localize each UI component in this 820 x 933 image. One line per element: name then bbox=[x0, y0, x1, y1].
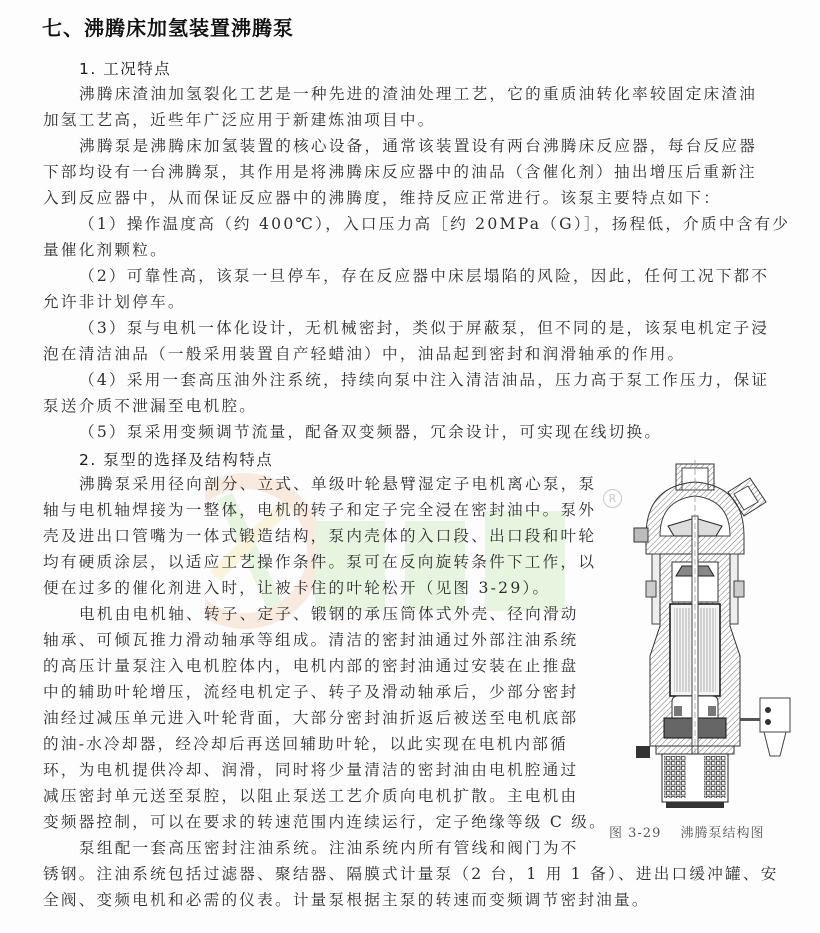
paragraph-line: 锈钢。注油系统包括过滤器、聚结器、隔膜式计量泵（2 台，1 用 1 备）、进出口缓冲罐、安 bbox=[43, 865, 779, 883]
paragraph-line: 泵组配一套高压密封注油系统。注油系统内所有管线和阀门为不 bbox=[79, 839, 579, 857]
paragraph-line: 轴与电机轴焊接为一整体，电机的转子和定子完全浸在密封油中。泵外 bbox=[43, 501, 597, 519]
registered-mark-icon: R bbox=[603, 489, 622, 508]
paragraph-line: 的油-水冷却器，经冷却后再送回辅助叶轮，以此实现在电机内部循 bbox=[43, 735, 568, 753]
paragraph-line: 沸腾床渣油加氢裂化工艺是一种先进的渣油处理工艺，它的重质油转化率较固定床渣油 bbox=[79, 85, 758, 103]
paragraph-line: 入到反应器中，从而保证反应器中的沸腾度，维持反应正常进行。该泵主要特点如下： bbox=[43, 189, 722, 207]
figure-number: 图 3-29 bbox=[609, 826, 662, 841]
list-item-line: （2）可靠性高，该泵一旦停车，存在反应器中床层塌陷的风险，因此，任何工况下都不 bbox=[79, 267, 770, 285]
paragraph-line: 沸腾泵采用径向剖分、立式、单级叶轮悬臂湿定子电机离心泵，泵 bbox=[79, 475, 597, 493]
paragraph-line: 壳及进出口管嘴为一体式锻造结构，泵内壳体的入口段、出口段和叶轮 bbox=[43, 527, 597, 545]
list-item-line: 量催化剂颗粒。 bbox=[43, 241, 168, 259]
paragraph-line: 减压密封单元送至泵腔，以阻止泵送工艺介质向电机扩散。主电机由 bbox=[43, 787, 579, 805]
paragraph-line: 沸腾泵是沸腾床加氢装置的核心设备，通常该装置设有两台沸腾床反应器，每台反应器 bbox=[79, 137, 758, 155]
paragraph-line: 均有硬质涂层，以适应工艺操作条件。泵可在反向旋转条件下工作，以 bbox=[43, 553, 597, 571]
paragraph-line: 下部均设有一台沸腾泵，其作用是将沸腾床反应器中的油品（含催化剂）抽出增压后重新注 bbox=[43, 163, 757, 181]
paragraph-line: 中的辅助叶轮增压，流经电机定子、转子及滑动轴承后，少部分密封 bbox=[43, 683, 579, 701]
list-item-line: 泡在清洁油品（一般采用装置自产轻蜡油）中，油品起到密封和润滑轴承的作用。 bbox=[43, 345, 686, 363]
subsection-heading-2: 2. 泵型的选择及结构特点 bbox=[79, 451, 274, 469]
paragraph-line: 轴承、可倾瓦推力滑动轴承等组成。清洁的密封油通过外部注油系统 bbox=[43, 631, 579, 649]
paragraph-line: 便在过多的催化剂进入时，让被卡住的叶轮松开（见图 3-29）。 bbox=[43, 579, 551, 597]
paragraph-line: 油经过减压单元进入叶轮背面，大部分密封油折返后被送至电机底部 bbox=[43, 709, 579, 727]
paragraph-line: 全阀、变频电机和必需的仪表。计量泵根据主泵的转速而变频调节密封油量。 bbox=[43, 891, 650, 909]
list-item-line: （5）泵采用变频调节流量，配备双变频器，冗余设计，可实现在线切换。 bbox=[79, 423, 663, 441]
list-item-line: 泵送介质不泄漏至电机腔。 bbox=[43, 397, 258, 415]
list-item-line: 允许非计划停车。 bbox=[43, 293, 186, 311]
figure-caption bbox=[609, 822, 765, 841]
paragraph-line: 的高压计量泵注入电机腔体内，电机内部的密封油通过安装在止推盘 bbox=[43, 657, 579, 675]
list-item-line: （4）采用一套高压油外注系统，持续向泵中注入清洁油品，压力高于泵工作压力，保证 bbox=[79, 371, 770, 389]
paragraph-line: 变频器控制，可以在要求的转速范围内连续运行，定子绝缘等级 C 级。 bbox=[43, 813, 607, 831]
paragraph-line: 加氢工艺高，近些年广泛应用于新建炼油项目中。 bbox=[43, 111, 436, 129]
figure-title: 沸腾泵结构图 bbox=[680, 826, 765, 841]
section-title: 七、沸腾床加氢装置沸腾泵 bbox=[42, 16, 294, 40]
pump-cross-section-icon bbox=[616, 456, 792, 812]
paragraph-line: 环，为电机提供冷却、润滑，同时将少量清洁的密封油由电机腔通过 bbox=[43, 761, 579, 779]
paragraph-line: 电机由电机轴、转子、定子、锻钢的承压筒体式外壳、径向滑动 bbox=[79, 605, 579, 623]
subsection-heading-1: 1. 工况特点 bbox=[79, 60, 172, 78]
list-item-line: （3）泵与电机一体化设计，无机械密封，类似于屏蔽泵，但不同的是，该泵电机定子浸 bbox=[79, 319, 770, 337]
list-item-line: （1）操作温度高（约 400℃），入口压力高［约 20MPa（G）］，扬程低，介质中含有少 bbox=[79, 215, 791, 233]
